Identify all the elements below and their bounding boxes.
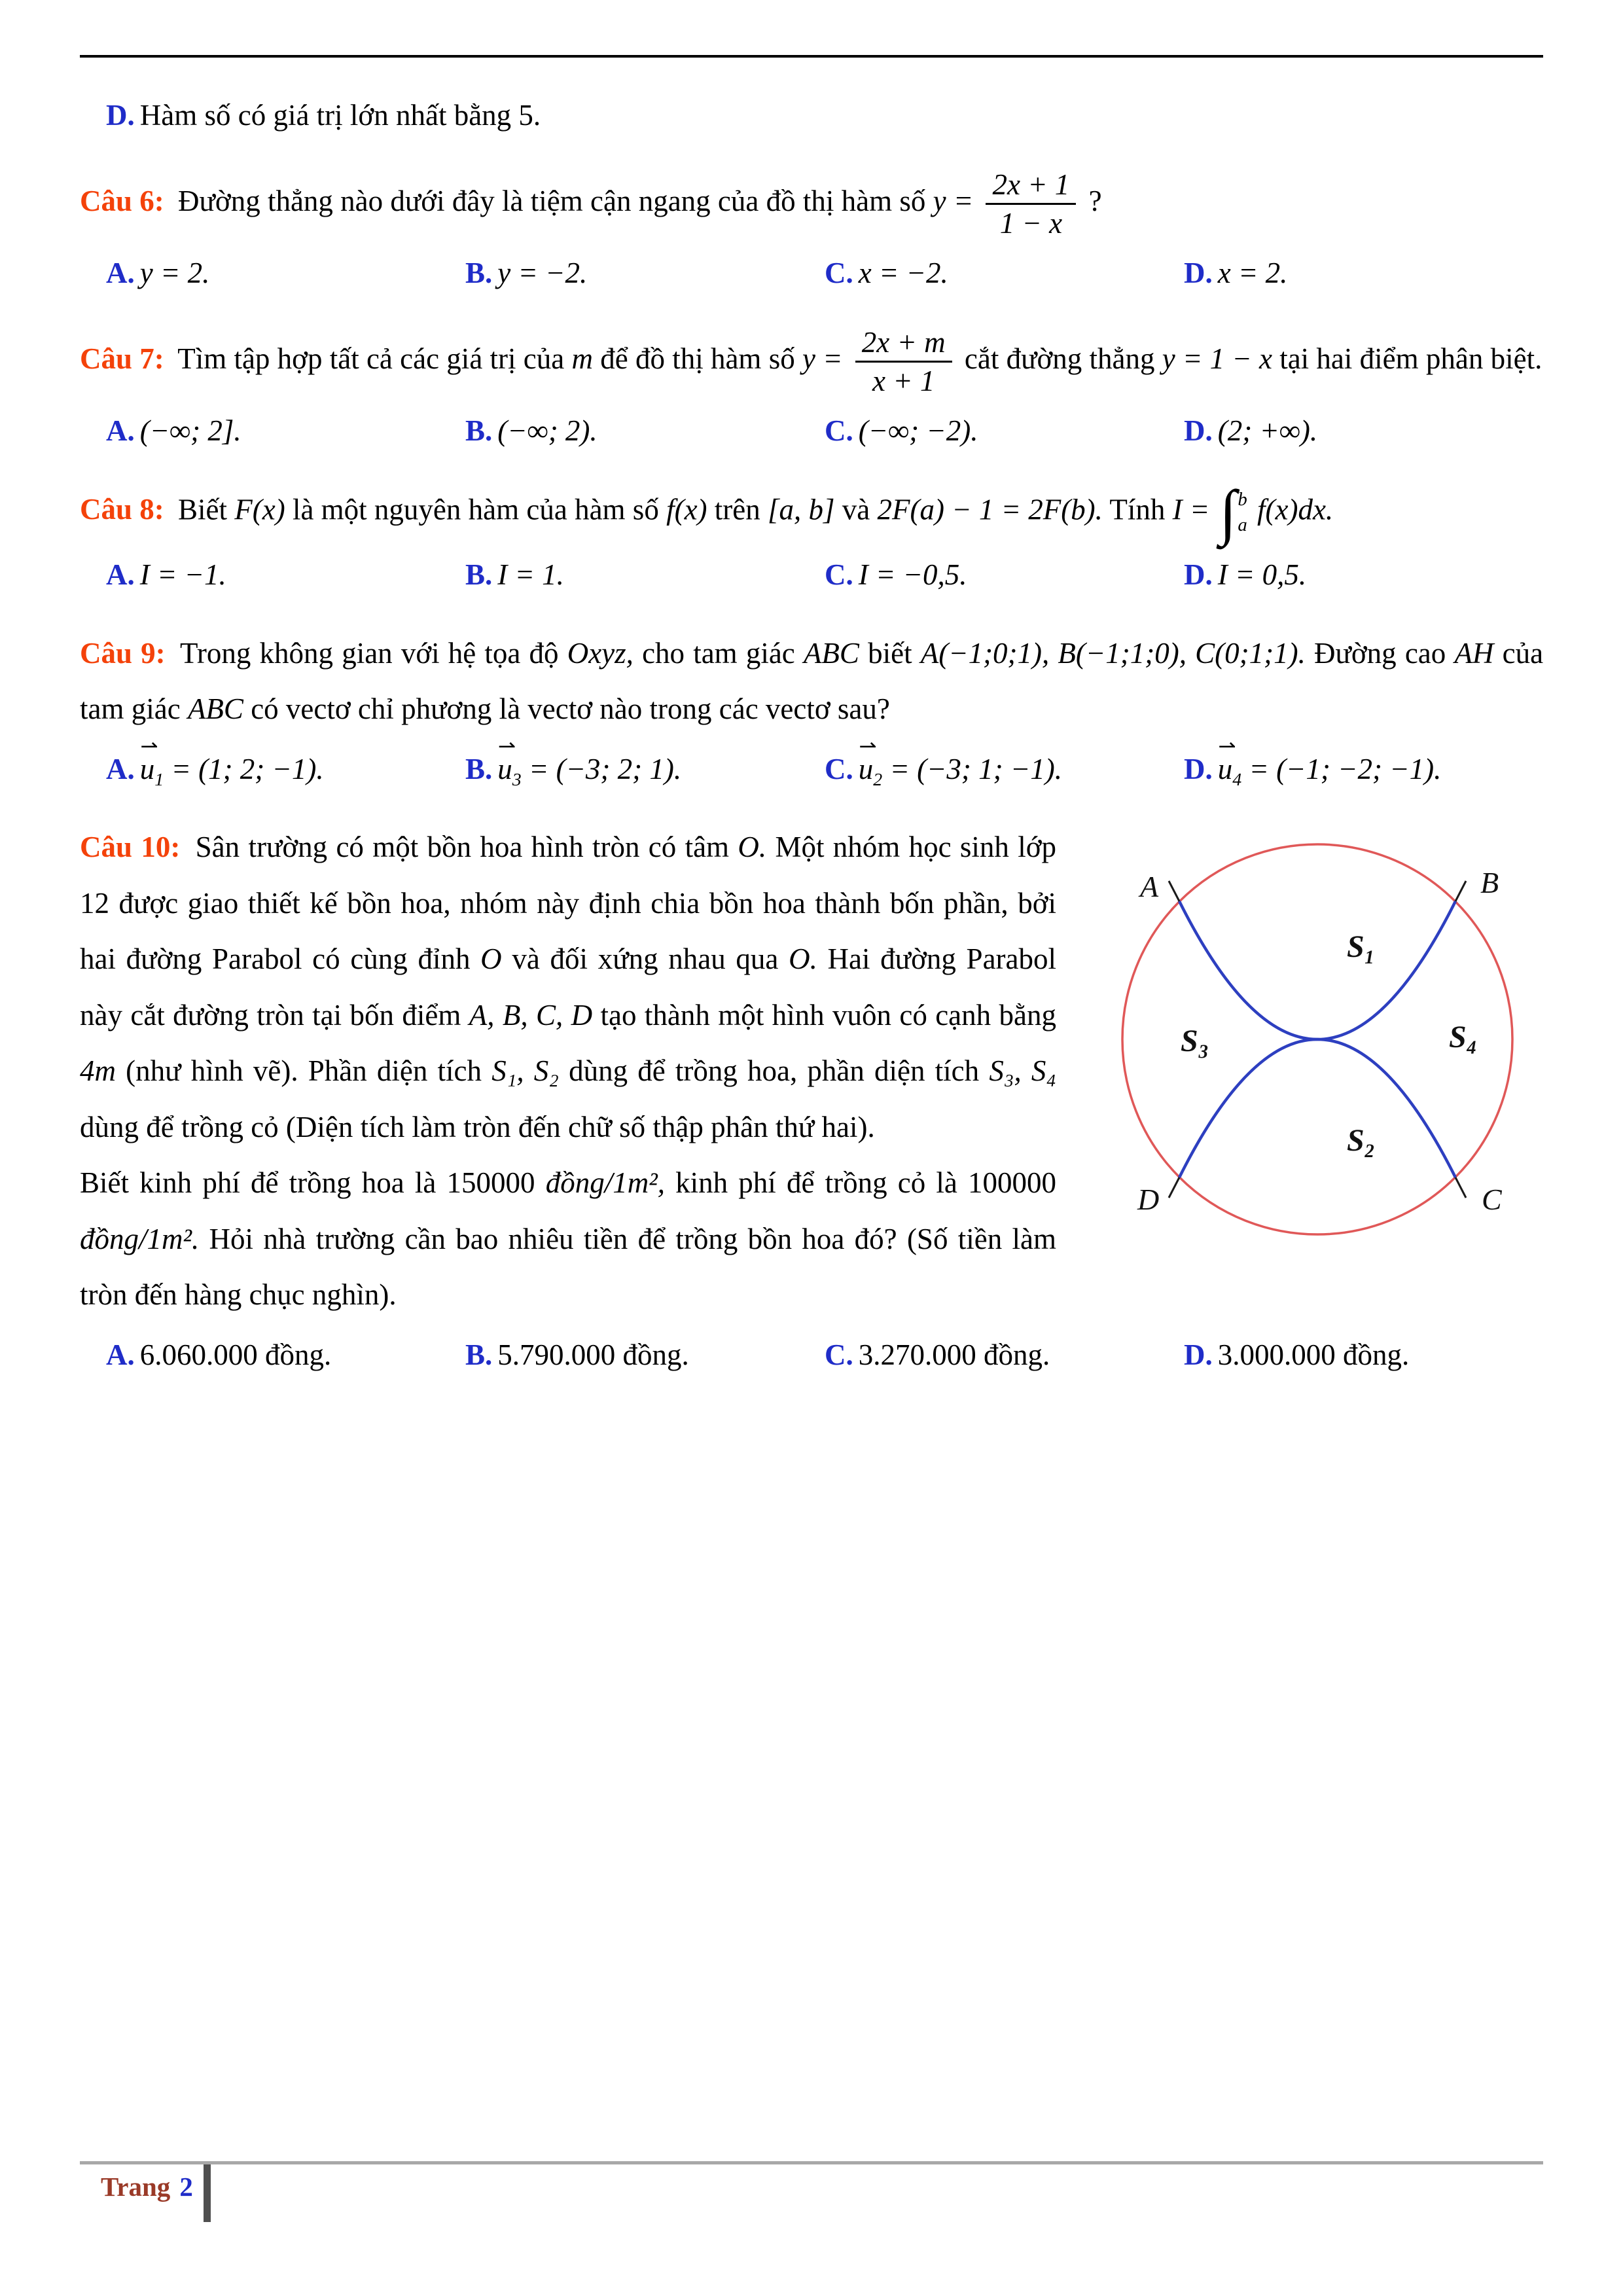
option-text: x = −2.	[858, 257, 948, 289]
option-letter: A.	[106, 1338, 135, 1371]
option-text: 3.270.000 đồng.	[858, 1338, 1050, 1371]
option-text: I = 0,5.	[1217, 558, 1307, 591]
vector-u-with-arrow: u ⇀	[497, 742, 512, 798]
tick-c	[1455, 1177, 1466, 1198]
question-label: Câu 10:	[80, 831, 181, 863]
question-label: Câu 9:	[80, 636, 166, 670]
footer-divider-bar	[204, 2164, 211, 2222]
math-var: O.	[789, 942, 817, 975]
region-label-s1: S₁	[1347, 929, 1376, 964]
question-10-options	[80, 1327, 1543, 1384]
option-text: (−∞; 2].	[139, 414, 241, 447]
fraction-numerator: 2x + 1	[986, 166, 1076, 205]
option-text: = (1; 2; −1).	[171, 752, 324, 785]
question-text: dùng để trồng cỏ (Diện tích làm tròn đến chữ số thập phân thứ hai).	[80, 1110, 875, 1143]
question-text: Biết kinh phí để trồng hoa là 150000	[80, 1166, 535, 1199]
math-lhs: y =	[802, 342, 843, 375]
integral	[1219, 478, 1247, 547]
unit-text: đồng/1m²,	[545, 1166, 665, 1199]
tick-d	[1169, 1177, 1179, 1198]
option-letter: C.	[825, 1338, 853, 1371]
option-d	[1184, 547, 1543, 603]
question-7	[80, 324, 1543, 459]
option-letter: A.	[106, 558, 135, 591]
option-letter: D.	[106, 99, 135, 132]
question-6-stem	[80, 166, 1543, 242]
vector-subscript: 4	[1232, 769, 1242, 790]
question-text: có vectơ chỉ phương là vectơ nào trong các vectơ sau?	[251, 692, 890, 725]
option-letter: D.	[1184, 257, 1213, 289]
question-text: Hai đường Parabol này cắt đường tròn tại bốn điểm	[80, 942, 1057, 1031]
lower-parabola	[1179, 1039, 1455, 1177]
option-letter: A.	[106, 414, 135, 447]
math-expression: y = 1 − x	[1162, 342, 1272, 375]
option-letter: D.	[1184, 558, 1213, 591]
question-text: Đường cao	[1314, 636, 1446, 670]
vector-subscript: 1	[154, 769, 164, 790]
footer-page-number: 2	[179, 2172, 193, 2202]
math-expression: F(x)	[234, 493, 285, 526]
unit-text: đồng/1m².	[80, 1222, 200, 1255]
tick-a	[1169, 881, 1179, 901]
math-lhs: y =	[933, 184, 974, 217]
option-text: 5.790.000 đồng.	[497, 1338, 689, 1371]
fraction-denominator: x + 1	[872, 364, 935, 397]
point-label-d: D	[1137, 1183, 1160, 1216]
option-c	[825, 547, 1184, 603]
question-7-options	[80, 403, 1543, 459]
option-a	[106, 245, 465, 302]
vector-subscript: 3	[512, 769, 522, 790]
fraction-denominator: 1 − x	[999, 206, 1063, 240]
question-text: dùng để trồng hoa, phần diện tích	[569, 1054, 980, 1087]
option-text: y = −2.	[497, 257, 588, 289]
option-text: y = 2.	[139, 257, 210, 289]
question-text: và đối xứng nhau qua	[512, 942, 779, 975]
option-letter: B.	[465, 414, 493, 447]
option-text: 3.000.000 đồng.	[1217, 1338, 1410, 1371]
option-text: 6.060.000 đồng.	[139, 1338, 332, 1371]
question-text: Tính	[1109, 493, 1166, 526]
option-letter: C.	[825, 414, 853, 447]
question-9-stem	[80, 626, 1543, 738]
math-suffix: ?	[1088, 184, 1102, 217]
option-letter: A.	[106, 752, 135, 785]
math-var: O.	[738, 831, 767, 863]
option-text: x = 2.	[1217, 257, 1288, 289]
integral-upper-limit: b	[1238, 488, 1247, 510]
question-text: trên	[714, 493, 760, 526]
question-text: Biết	[178, 493, 228, 526]
question-label: Câu 8:	[80, 493, 164, 526]
integral-limits	[1238, 490, 1247, 535]
math-expression: [a, b]	[768, 493, 835, 526]
question-6-options	[80, 245, 1543, 302]
math-expression: AH	[1454, 636, 1494, 670]
option-c	[825, 742, 1184, 798]
question-8	[80, 478, 1543, 603]
question-text: cho tam giác	[642, 636, 795, 670]
question-text: cắt đường thẳng	[964, 342, 1155, 375]
option-a	[106, 403, 465, 459]
option-b	[465, 1327, 825, 1384]
question-text: Tìm tập hợp tất cả các giá trị của	[177, 342, 565, 375]
option-text: (−∞; 2).	[497, 414, 597, 447]
question-text: Trong không gian với hệ tọa độ	[180, 636, 559, 670]
point-label-a: A	[1140, 870, 1159, 903]
question-text: Hỏi nhà trường cần bao nhiêu tiền để trồng bồn hoa đó? (Số tiền làm tròn đến hàng chục nghìn).	[80, 1222, 1056, 1311]
integral-sign: ∫	[1219, 478, 1237, 547]
vector-u-with-arrow: u ⇀	[1218, 742, 1233, 798]
option-text: I = −1.	[139, 558, 226, 591]
prev-question-option-d	[80, 88, 1543, 144]
math-var: m	[571, 342, 593, 375]
option-c	[825, 245, 1184, 302]
math-length: 4m	[80, 1054, 116, 1087]
option-a	[106, 1327, 465, 1384]
fraction	[855, 324, 952, 400]
option-letter: D.	[1184, 752, 1213, 785]
fraction-numerator: 2x + m	[855, 324, 952, 363]
option-d	[1184, 1327, 1543, 1384]
region-label-s4: S₄	[1449, 1020, 1478, 1054]
question-text: biết	[868, 636, 912, 670]
option-c	[825, 1327, 1184, 1384]
question-9	[80, 626, 1543, 798]
option-letter: B.	[465, 1338, 493, 1371]
math-regions: S₃, S₄	[989, 1054, 1057, 1087]
question-9-options	[80, 742, 1543, 798]
question-text: (như hình vẽ). Phần diện tích	[126, 1054, 482, 1087]
option-letter: C.	[825, 257, 853, 289]
question-10	[80, 819, 1543, 1383]
math-regions: S₁, S₂	[491, 1054, 559, 1087]
math-expression: ABC	[803, 636, 859, 670]
math-expression: 2F(a) − 1 = 2F(b).	[877, 493, 1103, 526]
math-expression: I =	[1172, 493, 1210, 526]
question-text: Sân trường có một bồn hoa hình tròn có tâm	[195, 831, 730, 863]
math-expression: Oxyz,	[567, 636, 633, 670]
header-rule	[80, 55, 1543, 58]
region-label-s2: S₂	[1347, 1123, 1376, 1158]
question-text: Một nhóm học sinh lớp 12 được giao thiết kế bồn hoa, nhóm này định chia bồn hoa thành bốn phần, bởi hai đường Parabol có cùng đỉnh	[80, 831, 1057, 975]
tick-b	[1455, 881, 1466, 901]
option-text: I = 1.	[497, 558, 564, 591]
option-text: = (−3; 2; 1).	[528, 752, 682, 785]
option-b	[465, 742, 825, 798]
question-7-stem	[80, 324, 1543, 400]
option-letter: A.	[106, 257, 135, 289]
math-expression: f(x)	[666, 493, 707, 526]
option-letter: B.	[465, 257, 493, 289]
vector-subscript: 2	[873, 769, 883, 790]
fraction	[986, 166, 1076, 242]
option-c	[825, 403, 1184, 459]
point-label-b: B	[1480, 866, 1499, 899]
option-b	[465, 547, 825, 603]
question-text: là một nguyên hàm của hàm số	[292, 493, 659, 526]
question-text: của tam giác	[80, 636, 1544, 725]
vector-u-with-arrow: u ⇀	[859, 742, 874, 798]
option-letter: B.	[465, 558, 493, 591]
upper-parabola	[1179, 901, 1455, 1039]
math-var: O	[480, 942, 502, 975]
option-b	[465, 245, 825, 302]
vector-u-with-arrow: u ⇀	[140, 742, 155, 798]
question-label: Câu 7:	[80, 342, 164, 375]
math-expression: ABC	[187, 692, 243, 725]
question-text: Đường thẳng nào dưới đây là tiệm cận ngang của đồ thị hàm số	[178, 184, 926, 217]
question-8-options	[80, 547, 1543, 603]
option-text: (−∞; −2).	[858, 414, 978, 447]
option-letter: D.	[1184, 1338, 1213, 1371]
math-expression: f(x)dx.	[1257, 493, 1334, 526]
page-footer	[80, 2161, 1543, 2222]
flowerbed-figure	[1085, 823, 1543, 1255]
question-label: Câu 6:	[80, 184, 164, 217]
option-d	[1184, 403, 1543, 459]
option-letter: B.	[465, 752, 493, 785]
option-d	[1184, 742, 1543, 798]
point-label-c: C	[1482, 1183, 1502, 1216]
math-expression: A(−1;0;1), B(−1;1;0), C(0;1;1).	[920, 636, 1306, 670]
option-text: = (−1; −2; −1).	[1249, 752, 1442, 785]
option-a	[106, 547, 465, 603]
option-letter: D.	[1184, 414, 1213, 447]
option-text: I = −0,5.	[858, 558, 967, 591]
question-text: tại hai điểm phân biệt.	[1279, 342, 1543, 375]
option-letter: C.	[825, 558, 853, 591]
question-text: kinh phí để trồng cỏ là 100000	[675, 1166, 1057, 1199]
option-text: (2; +∞).	[1217, 414, 1318, 447]
option-b	[465, 403, 825, 459]
footer-content	[80, 2164, 1543, 2222]
footer-page-label: Trang	[101, 2172, 171, 2202]
option-letter: C.	[825, 752, 853, 785]
question-text: để đồ thị hàm số	[600, 342, 795, 375]
question-8-stem	[80, 478, 1543, 547]
question-6	[80, 166, 1543, 302]
math-points: A, B, C, D	[469, 998, 593, 1031]
option-a	[106, 742, 465, 798]
option-text: = (−3; 1; −1).	[889, 752, 1062, 785]
region-label-s3: S₃	[1181, 1024, 1209, 1058]
option-d	[1184, 245, 1543, 302]
option-text: Hàm số có giá trị lớn nhất bằng 5.	[139, 99, 541, 132]
question-text: và	[842, 493, 870, 526]
integral-lower-limit: a	[1238, 514, 1247, 535]
question-text: tạo thành một hình vuôn có cạnh bằng	[600, 998, 1057, 1031]
